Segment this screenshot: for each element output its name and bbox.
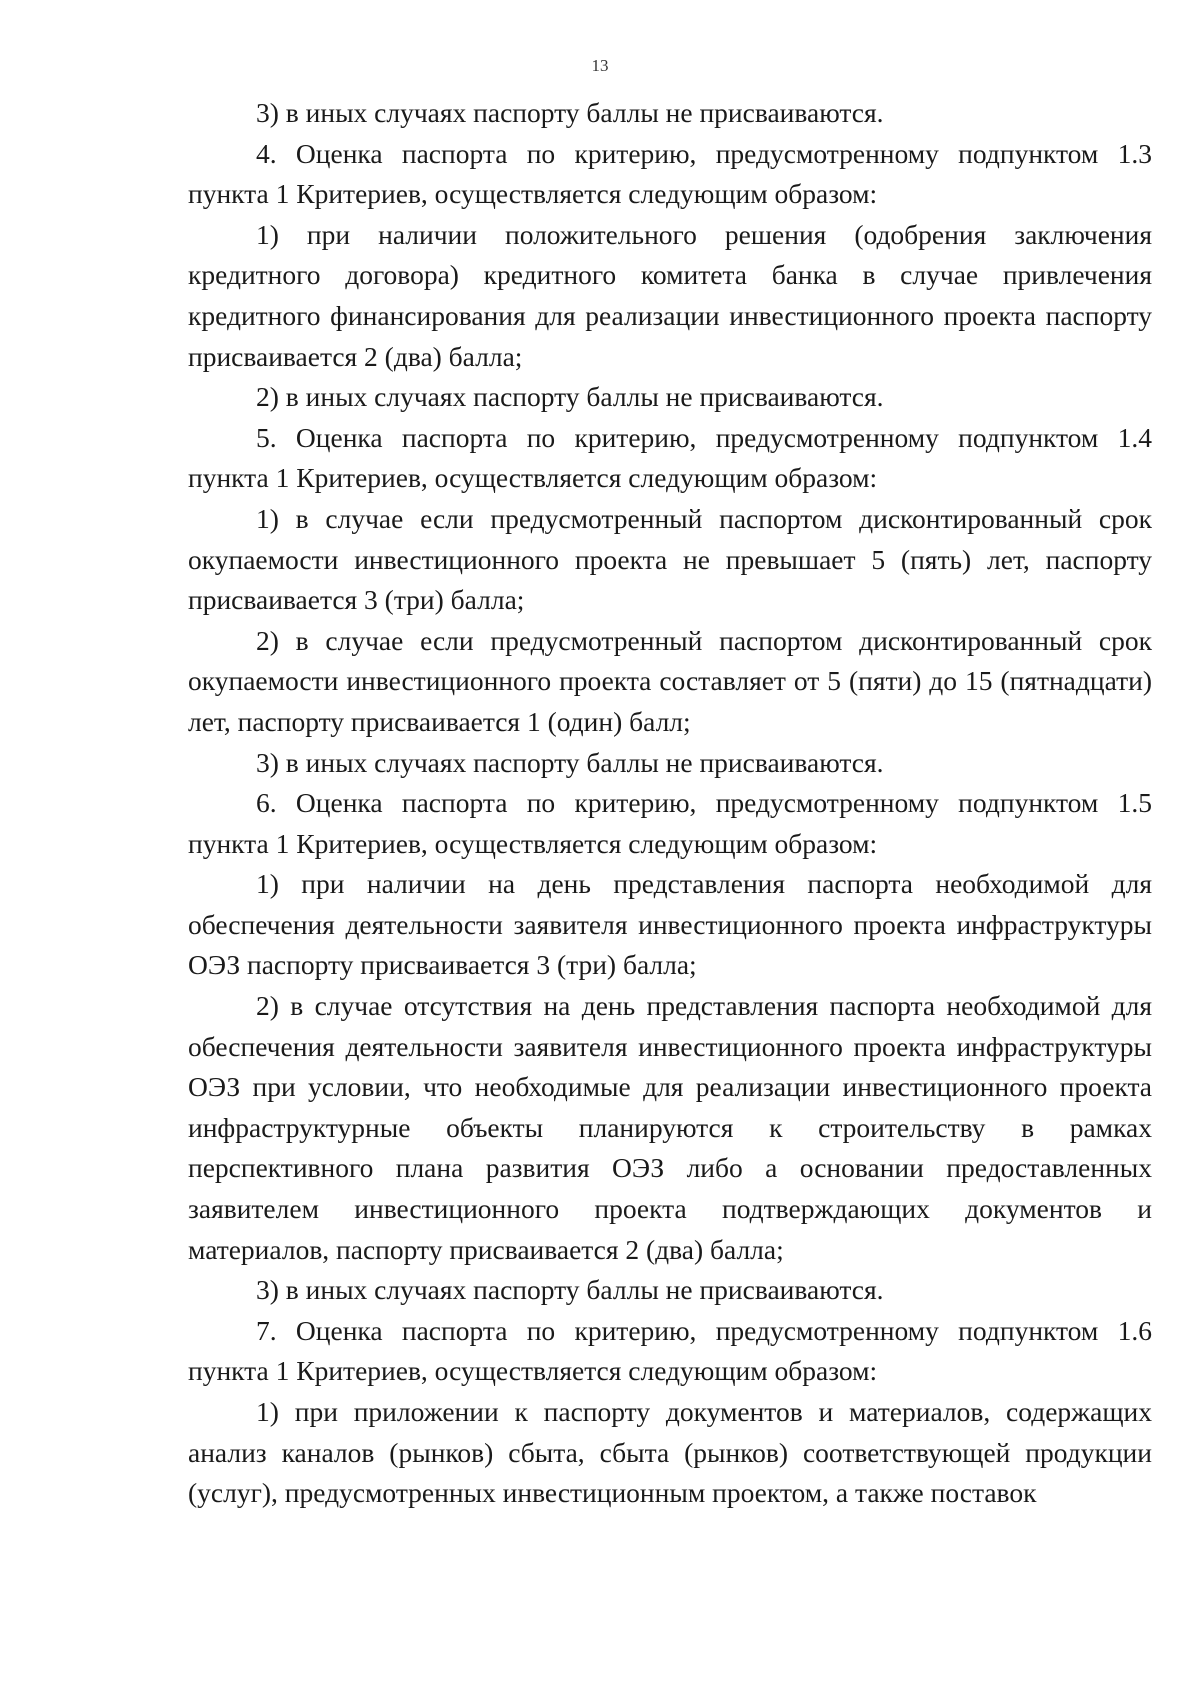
document-body <box>188 93 1152 1514</box>
paragraph: 2) в случае отсутствия на день представления паспорта необходимой для обеспечения деятельности заявителя инвестиционного проекта инфраструктуры ОЭЗ при условии, что необходимые для реализации инвестиционного проекта инфраструктурные объекты планируются к строительству в рамках перспективного плана развития ОЭЗ либо а основании предоставленных заявителем инвестиционного проекта подтверждающих документов и материалов, паспорту присваивается 2 (два) балла; <box>188 990 1152 1265</box>
paragraph: 6. Оценка паспорта по критерию, предусмотренному подпунктом 1.5 пункта 1 Критериев, осуществляется следующим образом: <box>188 787 1152 859</box>
page-number: 13 <box>591 56 609 75</box>
paragraph: 1) при наличии на день представления паспорта необходимой для обеспечения деятельности заявителя инвестиционного проекта инфраструктуры ОЭЗ паспорту присваивается 3 (три) балла; <box>188 868 1152 981</box>
paragraph: 7. Оценка паспорта по критерию, предусмотренному подпунктом 1.6 пункта 1 Критериев, осуществляется следующим образом: <box>188 1314 1152 1387</box>
paragraph: 3) в иных случаях паспорту баллы не присваиваются. <box>256 97 884 128</box>
paragraph: 2) в случае если предусмотренный паспортом дисконтированный срок окупаемости инвестиционного проекта составляет от 5 (пяти) до 15 (пятнадцати) лет, паспорту присваивается 1 (один) балл; <box>188 624 1152 737</box>
paragraph: 1) при приложении к паспорту документов и материалов, содержащих анализ каналов (рынков) сбыта, сбыта (рынков) соответствующей продукции (услуг), предусмотренных инвестиционным проектом, а также поставок <box>188 1396 1152 1509</box>
paragraph: 5. Оценка паспорта по критерию, предусмотренному подпунктом 1.4 пункта 1 Критериев, осуществляется следующим образом: <box>188 421 1152 494</box>
paragraph: 4. Оценка паспорта по критерию, предусмотренному подпунктом 1.3 пункта 1 Критериев, осуществляется следующим образом: <box>188 137 1152 210</box>
paragraph: 1) при наличии положительного решения (одобрения заключения кредитного договора) кредитного комитета банка в случае привлечения кредитного финансирования для реализации инвестиционного проекта паспорту присваивается 2 (два) балла; <box>188 218 1152 372</box>
paragraph: 3) в иных случаях паспорту баллы не присваиваются. <box>256 1274 884 1306</box>
paragraph: 2) в иных случаях паспорту баллы не присваиваются. <box>256 381 884 413</box>
paragraph: 1) в случае если предусмотренный паспортом дисконтированный срок окупаемости инвестиционного проекта не превышает 5 (пять) лет, паспорту присваивается 3 (три) балла; <box>188 502 1152 616</box>
paragraph: 3) в иных случаях паспорту баллы не присваиваются. <box>256 746 884 778</box>
